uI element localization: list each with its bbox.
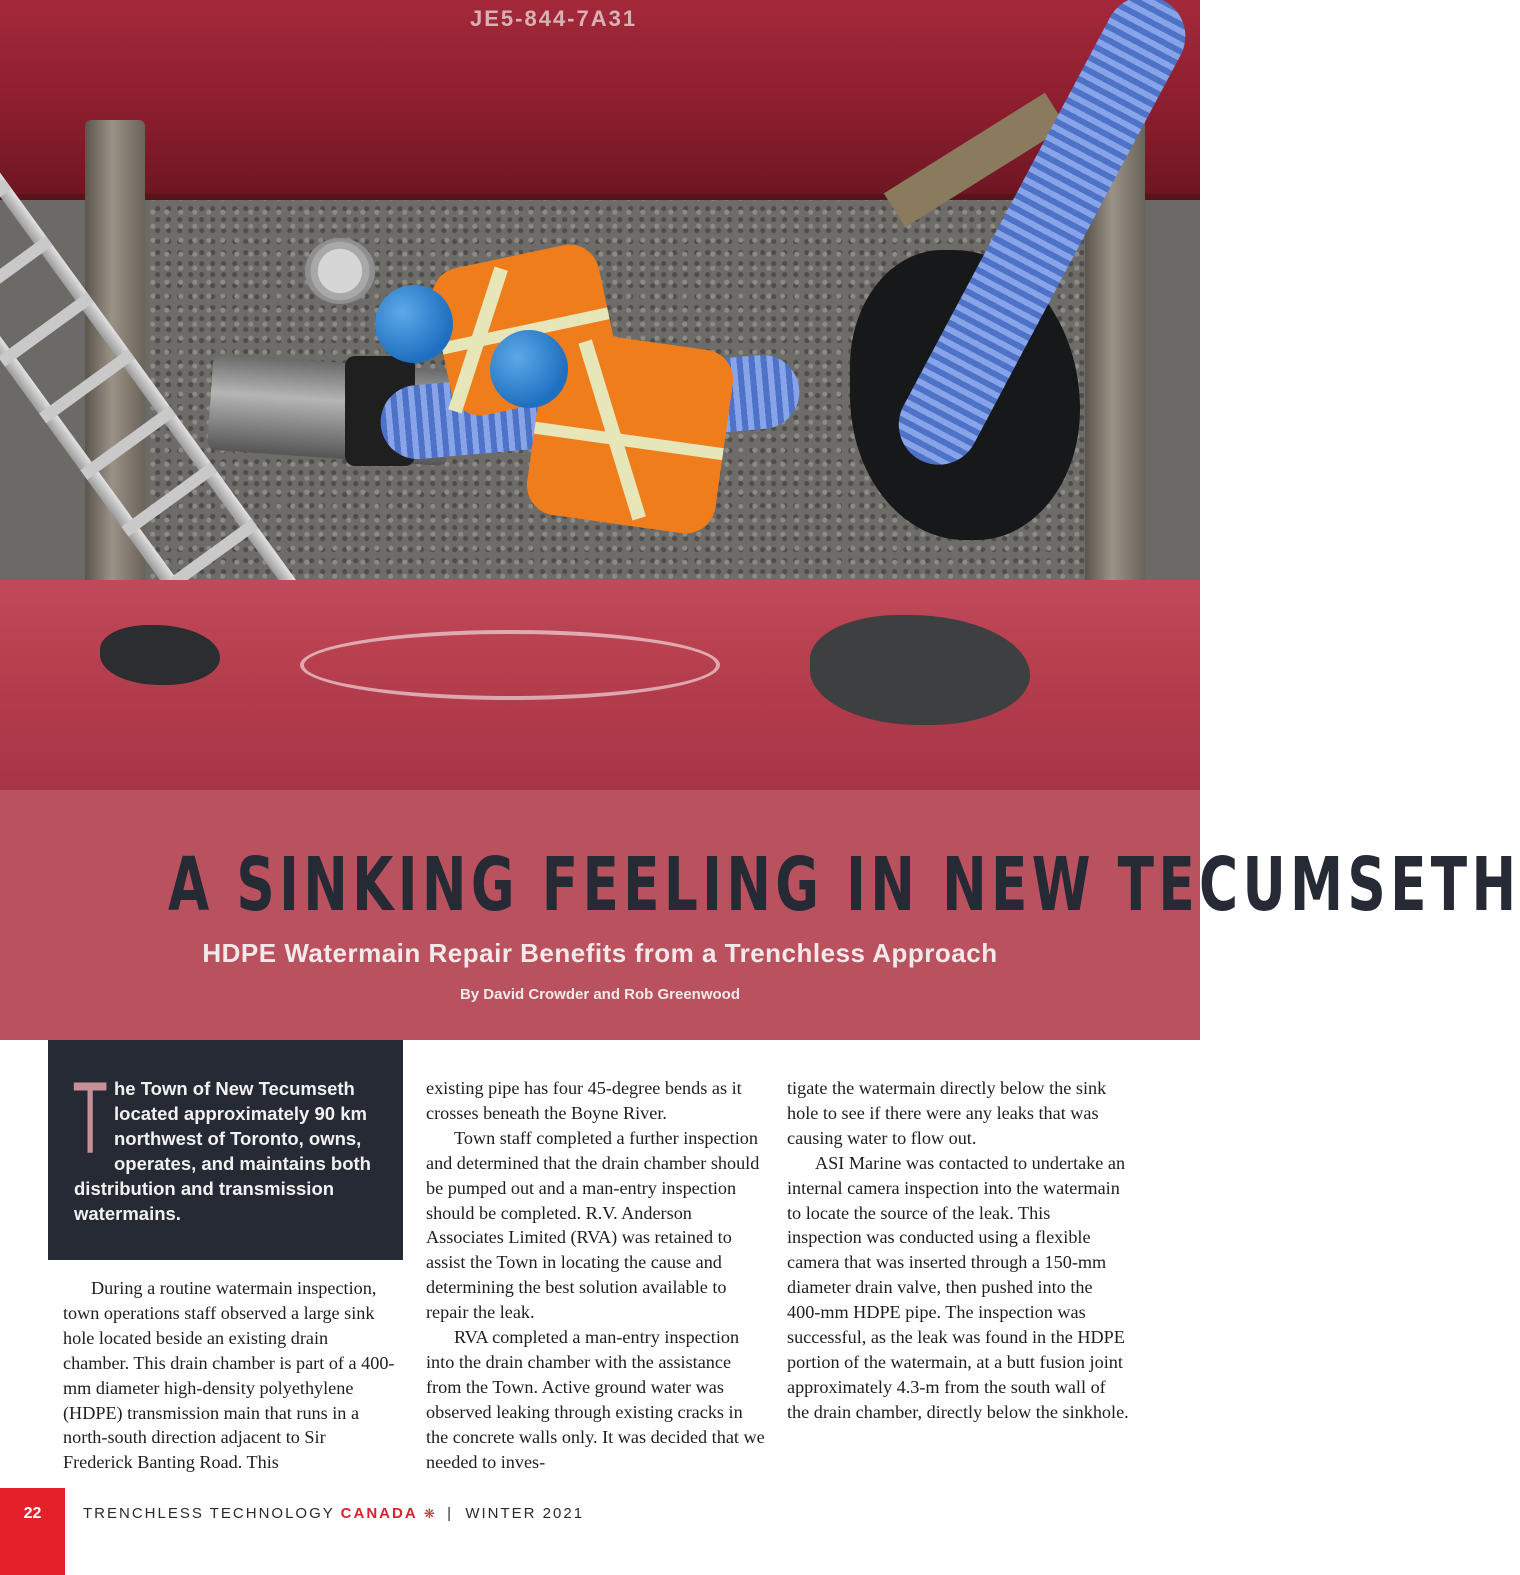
issue-date: WINTER 2021 (465, 1505, 585, 1522)
lead-box (48, 1040, 403, 1260)
article-byline: By David Crowder and Rob Greenwood (459, 986, 741, 1003)
drop-cap: T (74, 1064, 107, 1176)
column-two (426, 1076, 766, 1475)
paragraph: existing pipe has four 45-degree bends as it crosses beneath the Boyne River. (426, 1078, 742, 1123)
article-subheadline: HDPE Watermain Repair Benefits from a Trenchless Approach (202, 938, 998, 968)
maple-leaf-icon: ❋ (423, 1506, 435, 1521)
hard-hat-two (490, 330, 568, 408)
paragraph: RVA completed a man-entry inspection into the drain chamber with the assistance from the Town. Active ground water was observed leaking through existing cracks in the concrete walls only. It was decided that we needed to inves- (426, 1327, 765, 1472)
article-headline: A SINKING FEELING IN NEW TECUMSETH (167, 842, 1520, 928)
publication-name: TRENCHLESS TECHNOLOGY (83, 1505, 335, 1522)
page-number: 22 (23, 1505, 42, 1522)
lead-paragraph: he Town of New Tecumseth located approximately 90 km northwest of Toronto, owns, operates, and maintains both distribution and transmission watermains. (74, 1078, 371, 1224)
column-one (63, 1276, 398, 1475)
wall-logo-mark (300, 630, 720, 700)
page-number-bar (0, 1488, 65, 1575)
paragraph: During a routine watermain inspection, town operations staff observed a large sink hole located beside an existing drain chamber. This drain chamber is part of a 400-mm diameter high-density polyethylene (HDPE) transmission main that runs in a north-south direction adjacent to Sir Frederick Banting Road. This (63, 1278, 395, 1473)
paragraph: tigate the watermain directly below the sink hole to see if there were any leaks that was causing water to flow out. (787, 1078, 1107, 1148)
footer-separator: | (447, 1505, 453, 1522)
hero-photo (0, 0, 1200, 790)
hard-hat-one (375, 285, 453, 363)
wall-marking: JE5-844-7A31 (470, 6, 638, 31)
paragraph: Town staff completed a further inspection and determined that the drain chamber should be pumped out and a man-entry inspection should be completed. R.V. Anderson Associates Limited (RVA) was retained to assist the Town in locating the cause and determining the best solution available to repair the leak. (426, 1127, 760, 1323)
column-three (787, 1076, 1129, 1425)
bucket (305, 238, 375, 304)
publication-accent: CANADA (340, 1505, 418, 1522)
running-footer (83, 1505, 584, 1522)
paragraph: ASI Marine was contacted to undertake an internal camera inspection into the watermain to locate the source of the leak. This inspection was conducted using a flexible camera that was inserted through a 150-mm diameter drain valve, then pushed into the 400-mm HDPE pipe. The inspection was successful, as the leak was found in the HDPE portion of the watermain, at a butt fusion joint approximately 4.3-m from the south wall of the drain chamber, directly below the sinkhole. (787, 1152, 1129, 1422)
